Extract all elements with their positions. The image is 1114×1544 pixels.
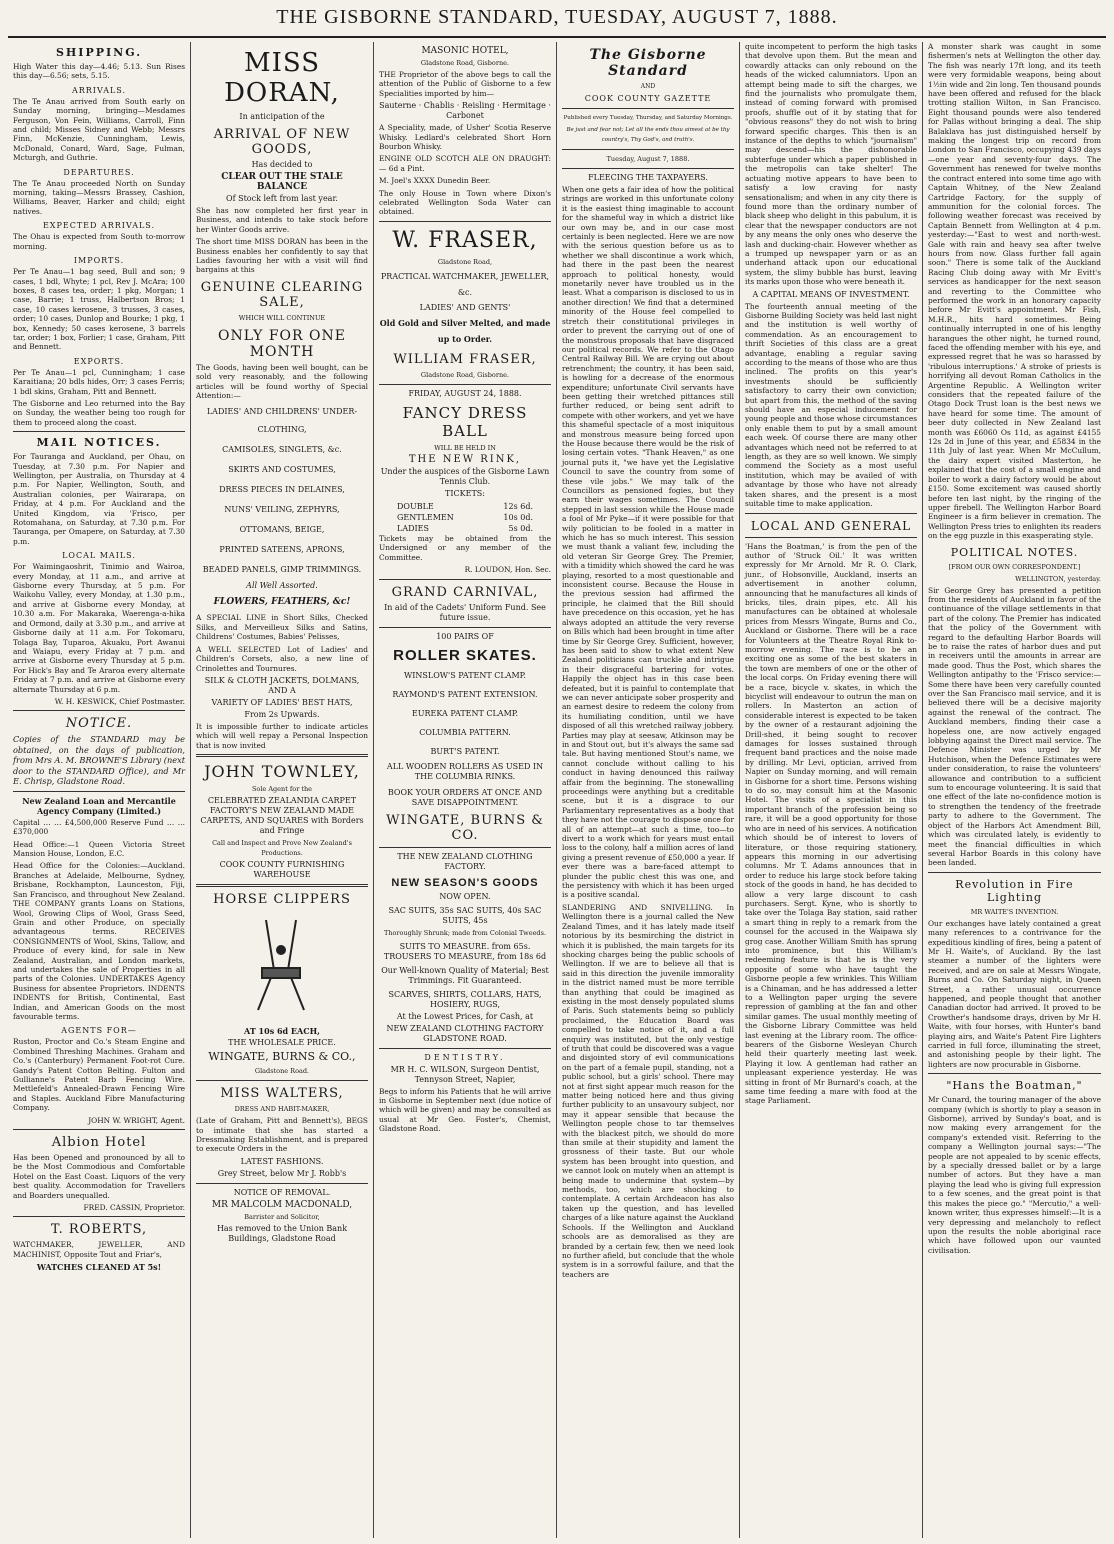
arrivals-heading: ARRIVALS. <box>71 85 127 95</box>
nz-loan-heading: New Zealand Loan and Mercantile Agency Company (Limited.) <box>22 795 176 816</box>
agents-text: Ruston, Proctor and Co.'s Steam Engine and Combined Threshing Machines. Graham and Co.'s (Canterbury) Permanent Foot-rot Cure. Gandy's Patent Cotton Belting. Fulton and Gullianne's Patent Barb Fencing Wire. Mettlefeld's Annealed-Drawn Fencing Wire and Staples. Auckland Fibre Manufacturing Company. <box>13 1037 185 1113</box>
paper-motto: Be just and fear not; Let all the ends thou aimest at be thy country's, Thy God's, and truth's. <box>566 127 730 143</box>
column-2 <box>191 42 374 1538</box>
political-text: Sir George Grey has presented a petition from the residents of Auckland in favor of the continuance of the village settlements in that part of the colony. The Premier has indicated that the policy of the Government with regard to the defaulting Harbor Boards will be to raise the rates of harbor dues and put in receivers until the amounts in arrear are made good. Thus the Post, which shares the Wellington antipathy to the 'Frisco service:—Some there have been very carefully counted over the San Francisco mail service, and it is believed there will be a decisive majority against the renewal of the contract. The Auckland members, finding their case a hopeless one, are now actively engaged lobbying against the Direct mail service. The Defence Minister was urged by Mr Hutchison, when the Defence Estimates were under consideration, to raise the volunteers' allowance and contribution to a sufficient sum to encourage volunteering. It is said that one effect of the late no-confidence motion is to strengthen the tendency of the freetrade party to adhere to the Government. The object of the Harbors Act Amendment Bill, which was circulated lately, is evidently to meet the financial difficulties in which several Harbor Boards in this colony have been landed. <box>928 585 1101 868</box>
doran-item-5: NUNS' VEILING, ZEPHYRS, <box>224 505 340 515</box>
exports-heading: EXPORTS. <box>73 356 125 366</box>
dentist-body: Begs to inform his Patients that he will arrive in Gisborne in September next (due notice of which will be given) and may be consulted as usual at Mr Geo. Foster's, Chemist, Gladstone Road. <box>379 1086 551 1134</box>
column-1 <box>8 42 191 1538</box>
ticket-price: 12s 6d. <box>503 501 533 511</box>
walters-heading: MISS WALTERS, <box>220 1086 344 1102</box>
skates-pairs: 100 PAIRS OF <box>436 631 494 641</box>
divider <box>562 108 734 109</box>
fraser-trade: PRACTICAL WATCHMAKER, JEWELLER, &c. <box>380 271 550 297</box>
skate-patent: BURT'S PATENT. <box>430 746 500 756</box>
divider <box>13 1216 185 1217</box>
shipping-note: The Gisborne and Leo returned into the Bay on Sunday, the weather being too rough for them to proceed along the coast. <box>13 398 185 427</box>
column-5 <box>740 42 923 1538</box>
clothing-now-open: NOW OPEN. <box>439 891 491 901</box>
divider <box>196 754 368 757</box>
doran-item-7: PRINTED SATEENS, APRONS, <box>219 545 345 555</box>
divider <box>379 221 551 222</box>
ticket-row <box>379 512 551 523</box>
doran-continue: WHICH WILL CONTINUE <box>238 313 326 322</box>
clothing-suits: SAC SUITS, 35s SAC SUITS, 40s SAC SUITS, 45s <box>388 905 542 925</box>
wine: Carbonet <box>446 111 484 121</box>
ball-heading: FANCY DRESS BALL <box>402 403 528 440</box>
doran-completed: She has now completed her first year in Business, and intends to take stock before her Winter Goods arrive. <box>196 206 368 234</box>
clipper-pivot <box>277 946 285 954</box>
skates-wingate: WINGATE, BURNS & CO. <box>386 812 544 843</box>
hans-text: Mr Cunard, the touring manager of the above company (which is shortly to play a season in Gisborne), arrived by Sunday's boat, and is now making every arrangement for the company's extended visit. Referring to the company a Wellington journal says:—"The people are not appealed to by scenic effects, by a specially dressed ballet or by a large number of actors. But they have a man playing the lead who is giving full expression to a few scenes, and the great point is that this makes the piece go." "Mercutio," a well-known writer, thus expresses himself:—It is a very depressing and melancholy to reflect upon the results the noble aboriginal race which have followed upon our vaunted civilisation. <box>928 1095 1101 1255</box>
masonic-heading: MASONIC HOTEL, <box>421 46 509 56</box>
doran-heading: MISS DORAN, <box>224 48 340 108</box>
notice-heading: NOTICE. <box>65 716 133 732</box>
tickets-note: Tickets may be obtained from the Undersigned or any member of the Committee. <box>379 533 551 562</box>
clippers-price: AT 10s 6d EACH, <box>244 1026 320 1037</box>
divider <box>379 384 551 385</box>
revolution-sub: MR WAITE'S INVENTION. <box>970 907 1059 916</box>
macdonald-sub: Barrister and Solicitor, <box>244 1212 320 1221</box>
wine: Reisling <box>461 101 495 111</box>
clipper-head <box>262 968 300 978</box>
news-items: A monster shark was caught in some fishermen's nets at Wellington the other day. The fish was nearly 17ft long, and its teeth were very formidable weapons, being about 1½in wide and 2in long. Ten thousand pounds have been offered and refused for the black trotting stallion Wilton, in San Francisco. Eight thousand pounds were also tendered for Pallas without bringing a deal. The ship Balaklava has just distinguished herself by making the longest trip on record from London to San Francisco, occupying 439 days—one year and seventy-four days. The Government has renewed for twelve months the contract entered into some time ago with Captain Whitney, of the New Zealand Cartridge Factory, for the supply of ammunition for the colonial forces. The following weather forecast was received by Captain Bennett from Wellington at 4 p.m. yesterday:—"East to west and north-west. Gale with rain and heavy sea after twelve hours from now. Glass further fall again soon." There is some talk of the Auckland Racing Club doing away with Mr Evitt's services as handicapper for the next season and reverting to the Committee who performed the work in an honorary capacity before Mr Evitt's appointment. Mr Fish, M.H.R., hits hard sometimes. Being continually interrupted in one of his lengthy harangues the other night, he turned round, faced the offending member with his eye, and expressed regret that he was so harassed by 'ribulous interruptions.' A stroke of priests is horrifying all devout Roman Catholics in the Argentine Republic. A Wellington writer considers that the repeated failure of the Otago Dock Trust loan is the best news we have heard for some time. The amount of beer duty collected in New Zealand last month was £6060 Os 11d, as against £4155 12s 2d in June of this year, and £5834 in the 11th July of last year. When Mr McCullum, the dairy expert visited Masterton, he explained that the cost of a small engine and boiler to work a dairy factory would be about £150. Some excitement was caused shortly before ten last night, by the ringing of the upper firebell. The Wellington Harbor Board Engineer is a firm believer in cremation. The Wellington Press tries to enlighten its readers on the egg puzzle in this exasperating style. <box>928 42 1101 541</box>
doran-item-2: CAMISOLES, SINGLETS, &c. <box>222 445 342 455</box>
leader-heading: FLEECING THE TAXPAYERS. <box>588 173 708 182</box>
local-heading: LOCAL AND GENERAL <box>750 518 912 533</box>
ball-held: WILL BE HELD IN <box>434 443 496 452</box>
fraser-name: WILLIAM FRASER, <box>393 351 537 367</box>
doran-assorted: All Well Assorted. <box>246 581 318 591</box>
ticket-type: DOUBLE <box>397 501 434 511</box>
expected-heading: EXPECTED ARRIVALS. <box>42 221 156 231</box>
divider <box>379 847 551 848</box>
doran-selected: A WELL SELECTED Lot of Ladies' and Children's Corsets, also, a new line of Crinolettes and Tournures. <box>196 644 368 673</box>
doran-short-time: The short time MISS DORAN has been in the Business enables her confidently to say that Ladies favouring her with a visit will find bargains at this <box>196 237 368 275</box>
doran-special: A SPECIAL LINE in Short Silks, Checked Silks, and Merveilleux Silks and Satins, Childrens' Costumes, Babies' Pelisses, <box>196 613 368 642</box>
macdonald-body: Has removed to the Union Bank Buildings, Gladstone Road <box>216 1223 348 1243</box>
political-heading: POLITICAL NOTES. <box>950 545 1079 559</box>
political-sub: [FROM OUR OWN CORRESPONDENT.] <box>948 562 1081 571</box>
townley-cook: COOK COUNTY FURNISHING WAREHOUSE <box>219 860 345 880</box>
doran-sale: GENUINE CLEARING SALE, <box>200 279 364 310</box>
townley-body: CELEBRATED ZEALANDIA CARPET FACTORY'S NEW ZEALAND MADE CARPETS, AND SQUARES with Borders and Fringe <box>200 796 364 836</box>
skates-heading: ROLLER SKATES. <box>393 646 537 664</box>
paper-title: The Gisborne Standard <box>589 47 707 79</box>
doran-decided: Has decided to <box>251 160 313 169</box>
wine-list: Sauterne · Chablis · Reisling · Hermitage · Carbonet <box>379 101 551 121</box>
leader-continued: quite incompetent to perform the high tasks that devolve upon them. But the mean and cowardly attacks can only rebound on the heads of the wicked calumniators. Upon an attempt being made to sift the charges, we find the journalists who promulgate them, instead of coming forward with promised proofs, shuffle out of it by stating that for "obvious reasons" they do not wish to bring forward specific charges. This then is an instance of the depths to which "journalism" may descend—his the dishonorable subterfuge under which a paper published in the metropolis can take shelter! The actuating motive appears to have been to satisfy a low craving for nasty sensationalism; and when in any city there is found more than the ordinary number of black sheep who delight in this pabulum, it is clear that the newspaper conductors are not by any means the only ones who deserve the lash and ducking-chair. However whether as a trumped up newspaper yarn or as an underhand attack upon our educational system, the slimy bubble has burst, leaving its marks upon those who were beneath it. <box>745 42 917 287</box>
doran-item-8: BEADED PANELS, GIMP TRIMMINGS. <box>202 565 362 575</box>
doran-impossible: It is impossible further to indicate articles which will well repay a Personal Inspection that is now invited <box>196 721 368 750</box>
clothing-tweeds: Thoroughly Shrunk; made from Colonial Tweeds. <box>384 928 546 937</box>
albion-text: Has been Opened and pronounced by all to be the Most Commodious and Comfortable Hotel on the East Coast. Liquors of the very best quality. Accommodation for Travellers and Boarders unequalled. <box>13 1153 185 1200</box>
slandering-text: SLANDERING AND SNIVELLING. In Wellington there is a journal called the New Zealand Times, and it has lately made itself notorious by its besmirching the district in which it is published, the main targets for its shocking charges being the public schools of Wellington. If we are to believe all that is said in this direction the juvenile immorality in the district named must be more terrible than anything that could be imagined as existing in the most densely populated slums of Paris. Such statements being so publicly proclaimed, the Education Board was compelled to take notice of it, and a full enquiry was instituted, but the only vestige of truth that could be discovered was a vague and disjointed story of evil communications on the part of a female pupil, standing, not a public school, but a girls' school. There may not at first sight appear much reason for the matter being noticed here and thus giving further publicity to an unsavoury subject, nor may it appear sensible that because the Wellington people chose to tar themselves with the blackest pitch, we should do more than smile at their stupidity and lament the grossness of their taste. But our whole system has been brought into question, and we cannot look on mutely when an attempt is being made to undermine that system—by methods, too, which are shocking to contemplate. A certain Archdeacon has also taken up the question, and has levelled charges of a like nature against the Auckland Schools. If the Wellington and Auckland schools are as demoralised as they are branded by a certain few, then we need look no further afield, but conclude that the whole system is in a sorrowful failure, and that the teachers are <box>562 902 734 1279</box>
column-4 <box>557 42 740 1538</box>
divider <box>379 1048 551 1049</box>
masthead: THE GISBORNE STANDARD, TUESDAY, AUGUST 7, 1888. <box>276 6 838 28</box>
clippers-heading: HORSE CLIPPERS <box>213 892 351 908</box>
investment-text: The fourteenth annual meeting of the Gisborne Building Society was held last night and the institution is well worthy of commendation. As an encouragement to thrift Societies of this class are a great advantage, enabling a regular saving according to the means of those who are thus inclined. The profits on this year's investments should be sufficiently satisfactory to carry their own conviction; but apart from this, the method of the saving should have an especial inducement for young people and those whose circumstances only enable them to put by a small amount each week. Of course there are many other advantages which need not be referred to at length, as they are so well known. We simply commend the Society as a most useful institution, which may be availed of with advantage by those who have not already taken shares, and the present is a most suitable time to make application. <box>745 301 917 509</box>
clothing-scarves: SCARVES, SHIRTS, COLLARS, HATS, HOSIERY, RUGS, <box>388 989 542 1009</box>
doran-item-6: OTTOMANS, BEIGE, <box>239 525 325 535</box>
doran-item-1: LADIES' AND CHILDRENS' UNDER-CLOTHING, <box>206 407 358 435</box>
horse-clippers-illustration <box>196 910 366 1020</box>
divider <box>928 872 1101 873</box>
doran-arrival: ARRIVAL OF NEW GOODS, <box>213 127 351 157</box>
doran-item-4: DRESS PIECES IN DELAINES, <box>219 485 345 495</box>
skate-patent: EUREKA PATENT CLAMP. <box>411 708 519 718</box>
masthead-rule <box>8 36 1106 38</box>
divider <box>13 431 185 432</box>
ticket-price: 10s 0d. <box>503 512 533 522</box>
ticket-row <box>379 523 551 534</box>
imports-heading: IMPORTS. <box>73 256 125 266</box>
divider <box>745 513 917 514</box>
clippers-wingate: WINGATE, BURNS & CO., <box>208 1050 356 1064</box>
doran-goods: The Goods, having been well bought, can be sold very reasonably, and the following articles will be found worthy of Special Attention:— <box>196 362 368 401</box>
capital: Capital … … £4,500,000 Reserve Fund … … £370,000 <box>13 817 185 837</box>
paper-gazette: COOK COUNTY GAZETTE <box>584 94 712 103</box>
macdonald-heading: MR MALCOLM MACDONALD, <box>211 1199 353 1210</box>
doran-upwards: From 2s Upwards. <box>244 709 320 719</box>
doran-silk: SILK & CLOTH JACKETS, DOLMANS, AND A <box>204 675 360 695</box>
revolution-heading: Revolution in Fire Lighting <box>955 877 1074 904</box>
divider <box>196 884 368 887</box>
divider <box>13 791 185 792</box>
divider <box>196 1080 368 1081</box>
townley-heading: JOHN TOWNLEY, <box>204 762 360 782</box>
walters-fashions: LATEST FASHIONS. <box>240 1156 324 1166</box>
column-6 <box>923 42 1106 1538</box>
ticket-row <box>379 501 551 512</box>
imports-text: Per Te Anau—1 bag seed, Bull and son; 9 cases, 1 bdl, Whyte; 1 pcl, Rev J. McAra; 100 boxes, 8 cases tea, order; 1 pkg, Morgan; 1 case, Barrie; 1 truss, Halbertson Bros; 1 case, 10 cases kerosene, 3 trusses, 3 cases, order; 10 cases, Dunlop and Bourke; 1 pkg, 1 box, Kennedy; 50 cases kerosene, 3 barrels tar, order; 1 box, Forlier; 1 case, Graham, Pitt and Bennett. <box>13 267 185 352</box>
skates-book: BOOK YOUR ORDERS AT ONCE AND SAVE DISAPPOINTMENT. <box>387 787 543 807</box>
divider <box>196 1183 368 1184</box>
tickets-heading: TICKETS: <box>445 488 485 498</box>
departures-heading: DEPARTURES. <box>63 167 135 177</box>
carnival-sub: In aid of the Cadets' Uniform Fund. See future issue. <box>384 602 546 622</box>
wine: Sauterne <box>379 101 417 111</box>
departures-text: The Te Anau proceeded North on Sunday morning, taking—Messrs Brassey, Cashion, Williams, Beaver, Harker and child; eight natives. <box>13 178 185 216</box>
masonic-address: Gladstone Road, Gisborne. <box>420 59 510 67</box>
doran-clear: CLEAR OUT THE STALE BALANCE <box>221 172 343 192</box>
ball-rink: THE NEW RINK, <box>408 453 522 465</box>
ticket-price: 5s 0d. <box>508 523 533 533</box>
carnival-heading: GRAND CARNIVAL, <box>391 584 539 600</box>
masonic-draught: ENGINE OLD SCOTCH ALE ON DRAUGHT:— 6d a Pint. <box>379 154 551 173</box>
agent-name: JOHN W. WRIGHT, Agent. <box>88 1115 185 1125</box>
doran-flowers: FLOWERS, FEATHERS, &c! <box>213 597 351 608</box>
postmaster: W. H. KESWICK, Chief Postmaster. <box>54 696 185 706</box>
skate-patent: COLUMBIA PATTERN. <box>419 727 511 737</box>
clothing-measure: SUITS TO MEASURE. from 65s. TROUSERS TO MEASURE, from 18s 6d <box>383 941 547 961</box>
notice-text: Copies of the STANDARD may be obtained, on the days of publication, from Mrs A. M. BROWNE'S Library (next door to the STANDARD Office), and Mr E. Chrisp, Gladstone Road. <box>13 734 185 787</box>
doran-month: ONLY FOR ONE MONTH <box>218 327 346 360</box>
mail-text: For Tauranga and Auckland, per Ohau, on Tuesday, at 7.30 p.m. For Napier and Wellington, per Australia, on Thursday at 4 p.m. For Napier, Wellington, South, and Australian colonies, per Wairarapa, on Friday, at 4 p.m. For Auckland and the United Kingdom, via 'Frisco, per Rotomahana, on Saturday, at 7.30 p.m. For Tauranga, per Omapere, on Saturday, at 7.30 p.m. <box>13 452 185 546</box>
clothing-heading: THE NEW ZEALAND CLOTHING FACTORY. <box>397 851 533 871</box>
divider <box>562 149 734 150</box>
wine: Hermitage <box>502 101 546 111</box>
townley-agent: Sole Agent for the <box>251 785 313 794</box>
political-dateline: WELLINGTON, yesterday. <box>1015 574 1101 583</box>
columns <box>8 42 1106 1538</box>
clothing-factory: NEW ZEALAND CLOTHING FACTORY GLADSTONE ROAD. <box>386 1023 544 1043</box>
clipper-handle-left <box>258 920 274 1010</box>
ball-secretary: R. LOUDON, Hon. Sec. <box>464 565 551 575</box>
head-office: Head Office:—1 Queen Victoria Street Mansion House, London, E.C. <box>13 839 185 859</box>
ball-auspices: Under the auspices of the Gisborne Lawn Tennis Club. <box>380 466 550 486</box>
arrivals-text: The Te Anau arrived from South early on Sunday morning, bringing—Mesdames Ferguson, Von Fein, Williams, Carroll, Finn and child; Misses Sidney and Webb; Messrs Finn, McKenzie, Cunningham, Lewis, McDonald, Conard, Ward, Sage, Fulman, Mcturgh, and Guthrie. <box>13 96 185 163</box>
divider <box>379 627 551 628</box>
fraser-heading: W. FRASER, <box>392 227 538 253</box>
agents-heading: AGENTS FOR— <box>61 1026 137 1036</box>
masonic-whisky: A Speciality, made, of Usher' Scotia Reserve Whisky. Ledlard's celebrated Short Horn Bourbon Whisky. <box>379 123 551 152</box>
roberts-foot: WATCHES CLEANED AT 5s! <box>36 1262 162 1273</box>
ticket-type: LADIES <box>397 523 429 533</box>
expected-text: The Ohau is expected from South to-morrow morning. <box>13 232 185 251</box>
leader-text: When one gets a fair idea of how the political strings are worked in this unfortunate colony it is the easiest thing imaginable to account for the shameful way in which a district like our own may be, and in our case most certainly is been neglected. Here we are now with the serious question before us as to whether we shall discontinue a work which, had there in the past been the nearest approach to political honesty, would monetarily never have troubled us in the least. What a comparison is disclosed to us in another direction! We find that a determined minority of the House feel compelled to stretch their constitutional privileges in order to prevent the carrying out of one of the monstrous proposals that have disgraced our political records. We refer to the Otago Central Railway Bill. We are crying out about retrenchment; the country, it has been said, is howling for a decrease of the enormous expenditure; unfortunate Civil servants have been getting their wretched pittances still further reduced, or being sent adrift to compete with other workers, and yet we have this shameful spectacle of a most iniquitous and monstrous measure being forced upon the House because there would be the risk of losing certain votes. "Thank Heaven," as one journal puts it, "we have yet the Legislative Council to save the country from some of these vile jobs." We may talk of the Councillors as pensioned fogies, but they earn their wages sometimes. The Council stepped in last session while the House made a fool of Mr Pyke—if it were possible for that wily politician to be fooled in a matter in which he has so much interest. This session we must thank a valiant few, including the old veteran Sir George Grey. The Premier, with a timidity which showed the card he was playing, resorted to a most questionable and inconsistent course. Because the House in the previous session had affirmed the principle, he claimed that the Bill should have precedence on this occasion, yet he has always adopted an attitude the very reverse on Bills which had been brought in time after time by Sir George Grey. Sufficient, however, has been said to show to what extent New Zealand politicians can truckle and intrigue in their disgraceful bartering for votes. Happily the object has in this case been defeated, but it is painful to contemplate that we can never anticipate sober prosperity and an earnest desire to redeem the colony from its humiliating condition, until we have disposed of all this wretched railway jobbery. Parties may play at seesaw, Atkinson may be in and Stout out, but it's always the same sad tale. But having mentioned Stout's name, we cannot conclude without calling to his conduct in having denounced this railway affair from the beginning. The stonewalling proceedings were anything but a creditable scene, but it is a disgrace to our Parliamentary representatives as a body that they have not the courage to dispose once for all of an attempt—at such a time, too—to divert to a work which for years must entail loss to the colony, half a million acres of land giving a present revenue of £50,000 a year. If ever there was a bare-faced attempt to plunder the public chest this was one, and the persistency with which it has been urged is a positive scandal. <box>562 185 734 900</box>
hans-heading: "Hans the Boatman," <box>946 1079 1083 1093</box>
walters-address: Grey Street, below Mr J. Robb's <box>217 1168 347 1178</box>
fraser-address: Gladstone Road, <box>437 257 493 266</box>
dentistry-heading: DENTISTRY. <box>424 1052 506 1062</box>
masonic-body: THE Proprietor of the above begs to call the attention of the Public of Gisborne to a few Specialities imported by him— <box>379 70 551 98</box>
clothing-quality: Our Well-known Quality of Material; Best Trimmings. Fit Guaranteed. <box>381 965 549 985</box>
shipping-heading: SHIPPING. <box>55 46 143 59</box>
removal-heading: NOTICE OF REMOVAL. <box>233 1187 331 1197</box>
fraser-location: Gladstone Road, Gisborne. <box>420 370 510 379</box>
doran-anticipation: In anticipation of the <box>239 112 325 121</box>
tides: High Water this day—4.46; 5.13. Sun Rises this day—6.56; sets, 5.15. <box>13 62 185 81</box>
masonic-ale: M. Joel's XXXX Dunedin Beer. <box>379 176 491 186</box>
skate-patent: RAYMOND'S PATENT EXTENSION. <box>392 689 538 699</box>
doran-item-3: SKIRTS AND COSTUMES, <box>228 465 336 475</box>
paper-date: Tuesday, August 7, 1888. <box>606 155 690 163</box>
clothing-lowest: At the Lowest Prices, for Cash, at <box>396 1011 534 1021</box>
roberts-text: WATCHMAKER, JEWELLER, AND MACHINIST, Opposite Tout and Friar's, <box>13 1240 185 1259</box>
divider <box>379 579 551 580</box>
dentist-name: MR H. C. WILSON, Surgeon Dentist, Tennyson Street, Napier, <box>390 1064 540 1084</box>
local-mails-heading: LOCAL MAILS. <box>62 551 136 561</box>
local-mails-text: For Waimingaoshrit, Tinimio and Wairoa, every Monday, at 11 a.m., and arrive at Gisborne every Thursday, at 5 p.m. For Waikohu Valley, every Monday, at 1.30 p.m., and arrive at Gisborne every Monday, at 10.30 a.m. For Makaraka, Waerenga-a-hika and Ormond, daily at 3.30 p.m., and arrive at Gisborne daily at 11 a.m. For Tokomaru, Tolaga Bay, Tuparoa, Akuaku, Port Awanui and Waiapu, every Friday at 7 p.m. and arrive at Gisborne every Thursday at 5 p.m. For Hick's Bay and Te Araroa every alternate Friday at 7 p.m. and arrive at Gisborne every alternate Thursday at 6 p.m. <box>13 562 185 694</box>
clippers-wholesale: THE WHOLESALE PRICE. <box>228 1038 336 1048</box>
clothing-season: NEW SEASON'S GOODS <box>391 876 539 889</box>
paper-and: AND <box>640 83 656 90</box>
albion-proprietor: FRED. CASSIN, Proprietor. <box>83 1203 185 1213</box>
skate-patent: WINSLOW'S PATENT CLAMP. <box>404 670 526 680</box>
doran-variety: VARIETY OF LADIES' BEST HATS, <box>211 697 353 707</box>
ball-date: FRIDAY, AUGUST 24, 1888. <box>408 388 522 398</box>
exports-text: Per Te Anau—1 pcl, Cunningham; 1 case Karaitiana; 20 bdls hides, Orr; 3 cases Ferris; 1 bdl skins, Graham, Pitt and Bennett. <box>13 367 185 396</box>
roberts-heading: T. ROBERTS, <box>50 1222 148 1238</box>
divider <box>562 168 734 169</box>
investment-heading: A CAPITAL MEANS OF INVESTMENT. <box>752 289 910 299</box>
paper-published: Published every Tuesday, Thursday, and Saturday Mornings. <box>563 115 733 121</box>
masonic-only-house: The only House in Town where Dixon's celebrated Wellington Soda Water can obtained. <box>379 188 551 217</box>
revolution-text: Our exchanges have lately contained a great many references to a contrivance for the expeditious kindling of fires, being a patent of Mr H. Waite's, of Auckland. By the last steamer a number of the lighters were received, and are on sale at Messrs Wingate, Burns and Co. On Saturday night, in Queen Street, a rather unusual occurrence happened, and people thought that another Canadian doctor had arrived. It proved to be Crowther's handsome drays, driven by Mr H. Waite, with four horses, with Hunter's band playing airs, and Waite's Patent Fire Lighters carried in full force, illuminating the street, and astonishing people by their light. The lighters are now procurable in Gisborne. <box>928 918 1101 1069</box>
nz-loan-body: Head Office for the Colonies:—Auckland. Branches at Adelaide, Melbourne, Sydney, Brisbane, Rockhampton, Launceston, Fiji, San Francisco, and throughout New Zealand. THE COMPANY grants Loans on Stations, Wool, Growing Clips of Wool, Grass Seed, Grain and other Produce, on specially advantageous terms. RECEIVES CONSIGNMENTS of Wool, Skins, Tallow, and Produce of every kind, for sale in New Zealand, Australian, and London markets, and undertakes the sale of Properties in all parts of the Colonies. UNDERTAKES Agency Business for absentee Proprietors. INDENTS INDENTS for British, Continental, East Indian, and American Goods on the most favourable terms. <box>13 861 185 1021</box>
divider <box>928 1073 1101 1074</box>
divider <box>745 537 917 538</box>
divider <box>13 1129 185 1130</box>
townley-call: Call and Inspect and Prove New Zealand's Productions. <box>212 839 352 858</box>
clippers-address: Gladstone Road. <box>254 1067 310 1076</box>
doran-stock: Of Stock left from last year. <box>226 194 338 203</box>
wine: Chablis <box>423 101 455 111</box>
albion-heading: Albion Hotel <box>51 1135 147 1151</box>
fraser-gold: Old Gold and Silver Melted, and made up to Order. <box>379 317 551 344</box>
divider <box>13 710 185 711</box>
local-text: 'Hans the Boatman,' is from the pen of the author of 'Struck Oil.' It was written expressly for Mr Arnold. Mr R. O. Clark, junr., of Hobsonville, Auckland, inserts an advertisement in another column, announcing that he manufactures all kinds of bricks, tiles, drain pipes, etc. All his manufactures can be obtained at wholesale prices from Messrs Wingate, Burns and Co., Auckland or Gisborne. There will be a race for Volunteers at the Theatre Royal Rink to-morrow evening. The race is to be an exciting one as some of the best skaters in the town are members of one or the other of the local corps. On Friday evening there will be a race, bicycle v. skates, in which the bicyclist will endeavour to outrun the man on rollers. In Masterton an action of considerable interest is expected to be taken by the owner of a restaurant adjoining the Drill-shed, it being sought to recover damages for losses sustained through frequent band practices and the noise made by drilling. Mr Levi, optician, arrived from Napier on Sunday morning, and will remain in Gisborne for a short time. Persons wishing to do so, may consult him at the Masonic Hotel. The visits of a specialist in this important branch of the profession being so rare, it will be a good opportunity for those who are in need of his services. A notification which should be of interest to lovers of literature, or those requiring stationery, appears this morning in our advertising columns. Mr T. Adams announces that in order to reduce his large stock before taking stock of the goods in hand, he has decided to allow a very large discount to cash purchasers. Sergt. Kyne, who is shortly to take over the Tolaga Bay station, said rather a smart thing in reply to a remark from the counsel for the accused in the Waipawa sly grog case. Another William Smith has sprung into prominence, but this William's redeeming feature is that he is the very opposite of some who have taught the Gisborne people a few wrinkles. This William is a Chinaman, and he has addressed a letter to a Wellington paper urging the severe repression of gambling at the fan and other similar games. The usual monthly meeting of the Gisborne Library Committee was held last evening at the Library room. The office-bearers of the Gisborne Wesleyan Church held their quarterly meeting last week. Playing it low. A gentleman had rather an unpleasant experience yesterday. He was sitting in front of Mr Burnard's coach, at the same time feeding a mare with food at the stage Parliament. <box>745 541 917 1106</box>
clipper-handle-right <box>288 920 304 1010</box>
walters-sub: DRESS AND HABIT-MAKER, <box>234 1105 330 1114</box>
mail-heading: MAIL NOTICES. <box>36 436 162 450</box>
ticket-type: GENTLEMEN <box>397 512 454 522</box>
column-3 <box>374 42 557 1538</box>
skates-wooden: ALL WOODEN ROLLERS AS USED IN THE COLUMBIA RINKS. <box>386 761 544 781</box>
walters-body: (Late of Graham, Pitt and Bennett's), BEGS to intimate that she has started a Dressmaking Establishment, and is prepared to execute Orders in the <box>196 1116 368 1154</box>
fraser-watches: LADIES' AND GENTS' <box>419 302 511 312</box>
